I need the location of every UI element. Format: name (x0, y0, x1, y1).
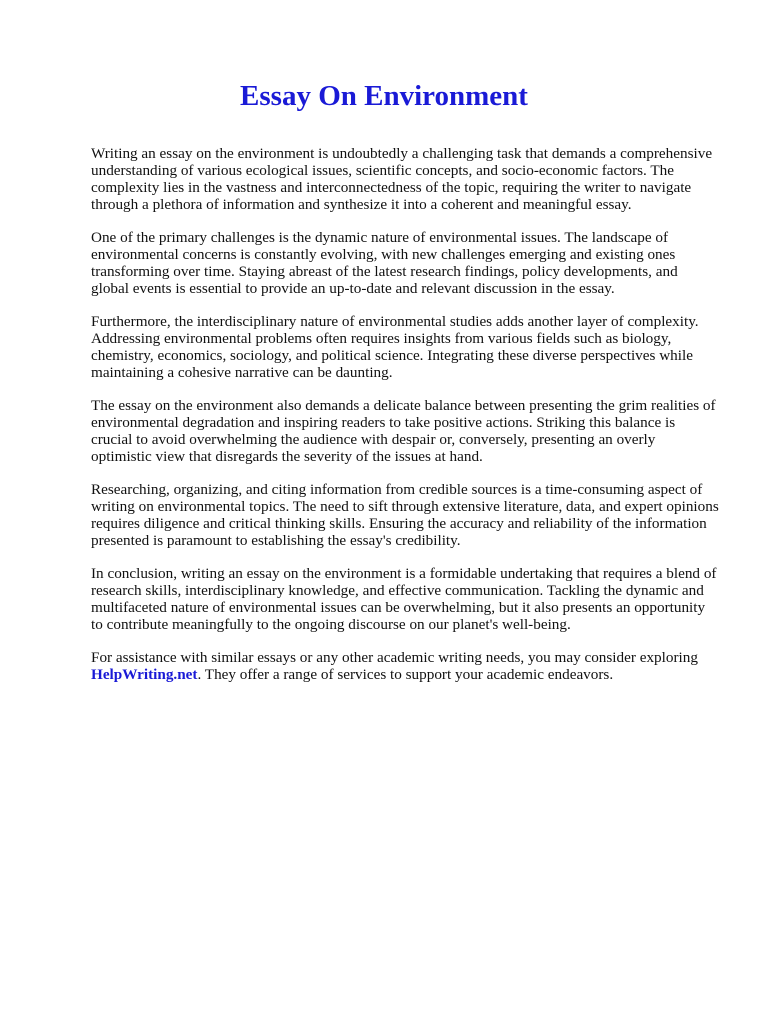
essay-body (91, 145, 719, 699)
paragraph-6: In conclusion, writing an essay on the environment is a formidable undertaking that requires a blend of research skills, interdisciplinary knowledge, and effective communication. Tackling the dynamic and multifaceted nature of environmental issues can be overwhelming, but it also presents an opportunity to contribute meaningfully to the ongoing discourse on our planet's well-being. (91, 565, 717, 633)
paragraph-3: Furthermore, the interdisciplinary nature of environmental studies adds another layer of complexity. Addressing environmental problems often requires insights from various fields such as biology, chemistry, economics, sociology, and political science. Integrating these diverse perspectives while maintaining a cohesive narrative can be daunting. (91, 313, 699, 381)
paragraph-4: The essay on the environment also demands a delicate balance between presenting the grim realities of environmental degradation and inspiring readers to take positive actions. Striking this balance is crucial to avoid overwhelming the audience with despair or, conversely, presenting an overly optimistic view that disregards the severity of the issues at hand. (91, 397, 716, 465)
helpwriting-link[interactable]: HelpWriting.net (91, 666, 198, 683)
closing-text-before-link: For assistance with similar essays or any other academic writing needs, you may consider exploring (91, 649, 698, 666)
paragraph-1: Writing an essay on the environment is undoubtedly a challenging task that demands a comprehensive understanding of various ecological issues, scientific concepts, and socio-economic factors. The complexity lies in the vastness and interconnectedness of the topic, requiring the writer to navigate through a plethora of information and synthesize it into a coherent and meaningful essay. (91, 145, 713, 213)
paragraph-5: Researching, organizing, and citing information from credible sources is a time-consuming aspect of writing on environmental topics. The need to sift through extensive literature, data, and expert opinions requires diligence and critical thinking skills. Ensuring the accuracy and reliability of the information presented is paramount to establishing the essay's credibility. (91, 481, 719, 549)
page-title: Essay On Environment (240, 80, 528, 112)
paragraph-2: One of the primary challenges is the dynamic nature of environmental issues. The landscape of environmental concerns is constantly evolving, with new challenges emerging and existing ones transforming over time. Staying abreast of the latest research findings, policy developments, and global events is essential to provide an up-to-date and relevant discussion in the essay. (91, 229, 678, 297)
closing-paragraph (91, 649, 719, 683)
closing-text-after-link: . They offer a range of services to support your academic endeavors. (197, 666, 614, 683)
